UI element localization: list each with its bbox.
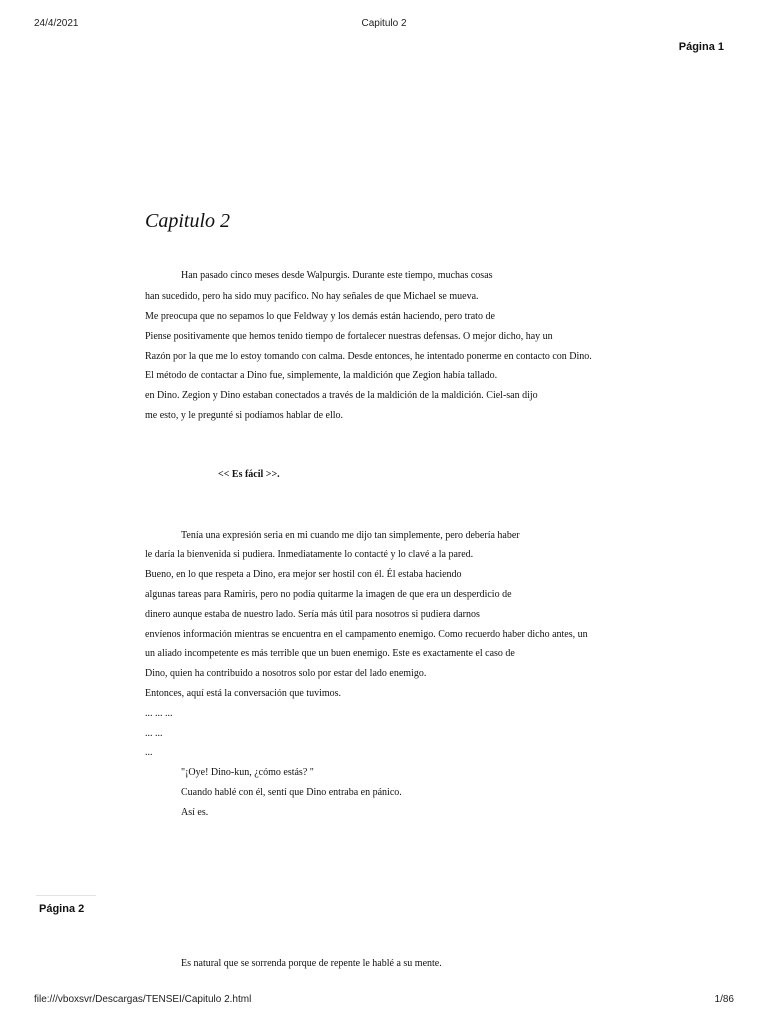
print-page-count: 1/86 xyxy=(714,994,734,1005)
chapter-title: Capitulo 2 xyxy=(145,210,231,232)
paragraph-line: Me preocupa que no sepamos lo que Feldway y los demás están haciendo, pero trato de xyxy=(145,311,495,322)
print-date: 24/4/2021 xyxy=(34,18,79,29)
paragraph-line: un aliado incompetente es más terrible que un buen enemigo. Este es exactamente el caso de xyxy=(145,648,515,659)
paragraph-line: El método de contactar a Dino fue, simplemente, la maldición que Zegion había tallado. xyxy=(145,370,498,381)
paragraph-line: envíenos información mientras se encuentra en el campamento enemigo. Como recuerdo haber dicho antes, un xyxy=(145,629,588,640)
callout-text: << Es fácil >>. xyxy=(218,469,280,480)
paragraph-line: Piense positivamente que hemos tenido tiempo de fortalecer nuestras defensas. O mejor dicho, hay un xyxy=(145,331,553,342)
paragraph-line: Han pasado cinco meses desde Walpurgis. Durante este tiempo, muchas cosas xyxy=(181,270,493,281)
paragraph-line: Dino, quien ha contribuido a nosotros solo por estar del lado enemigo. xyxy=(145,668,427,679)
print-file-path: file:///vboxsvr/Descargas/TENSEI/Capitulo 2.html xyxy=(34,994,252,1005)
page-label-2: Página 2 xyxy=(39,903,85,915)
paragraph-line: Razón por la que me lo estoy tomando con calma. Desde entonces, he intentado ponerme en contacto con Dino. xyxy=(145,351,592,362)
paragraph-line: dinero aunque estaba de nuestro lado. Sería más útil para nosotros si pudiera darnos xyxy=(145,609,480,620)
paragraph-line: en Dino. Zegion y Dino estaban conectados a través de la maldición de la maldición. Ciel-san dijo xyxy=(145,390,538,401)
page-divider xyxy=(36,895,96,896)
ellipsis-line: ... ... ... xyxy=(145,708,173,719)
page-label-1: Página 1 xyxy=(678,41,724,53)
print-title: Capitulo 2 xyxy=(361,18,407,29)
ellipsis-line: ... ... xyxy=(145,728,163,739)
paragraph-line: Es natural que se sorrenda porque de repente le hablé a su mente. xyxy=(181,958,442,969)
paragraph-line: algunas tareas para Ramiris, pero no podía quitarme la imagen de que era un desperdicio de xyxy=(145,589,512,600)
paragraph-line: Entonces, aquí está la conversación que tuvimos. xyxy=(145,688,342,699)
paragraph-line: Bueno, en lo que respeta a Dino, era mejor ser hostil con él. Él estaba haciendo xyxy=(145,569,462,580)
paragraph-line: Tenía una expresión seria en mi cuando me dijo tan simplemente, pero debería haber xyxy=(181,530,520,541)
ellipsis-line: ... xyxy=(145,747,153,758)
paragraph-line: le daría la bienvenida si pudiera. Inmediatamente lo contacté y lo clavé a la pared. xyxy=(145,549,474,560)
dialogue-line: Cuando hablé con él, sentí que Dino entraba en pánico. xyxy=(181,787,402,798)
paragraph-line: me esto, y le pregunté si podíamos hablar de ello. xyxy=(145,410,344,421)
paragraph-line: han sucedido, pero ha sido muy pacífico. No hay señales de que Michael se mueva. xyxy=(145,291,479,302)
dialogue-line: Así es. xyxy=(181,807,209,818)
dialogue-line: "¡Oye! Dino-kun, ¿cómo estás? " xyxy=(181,767,314,778)
